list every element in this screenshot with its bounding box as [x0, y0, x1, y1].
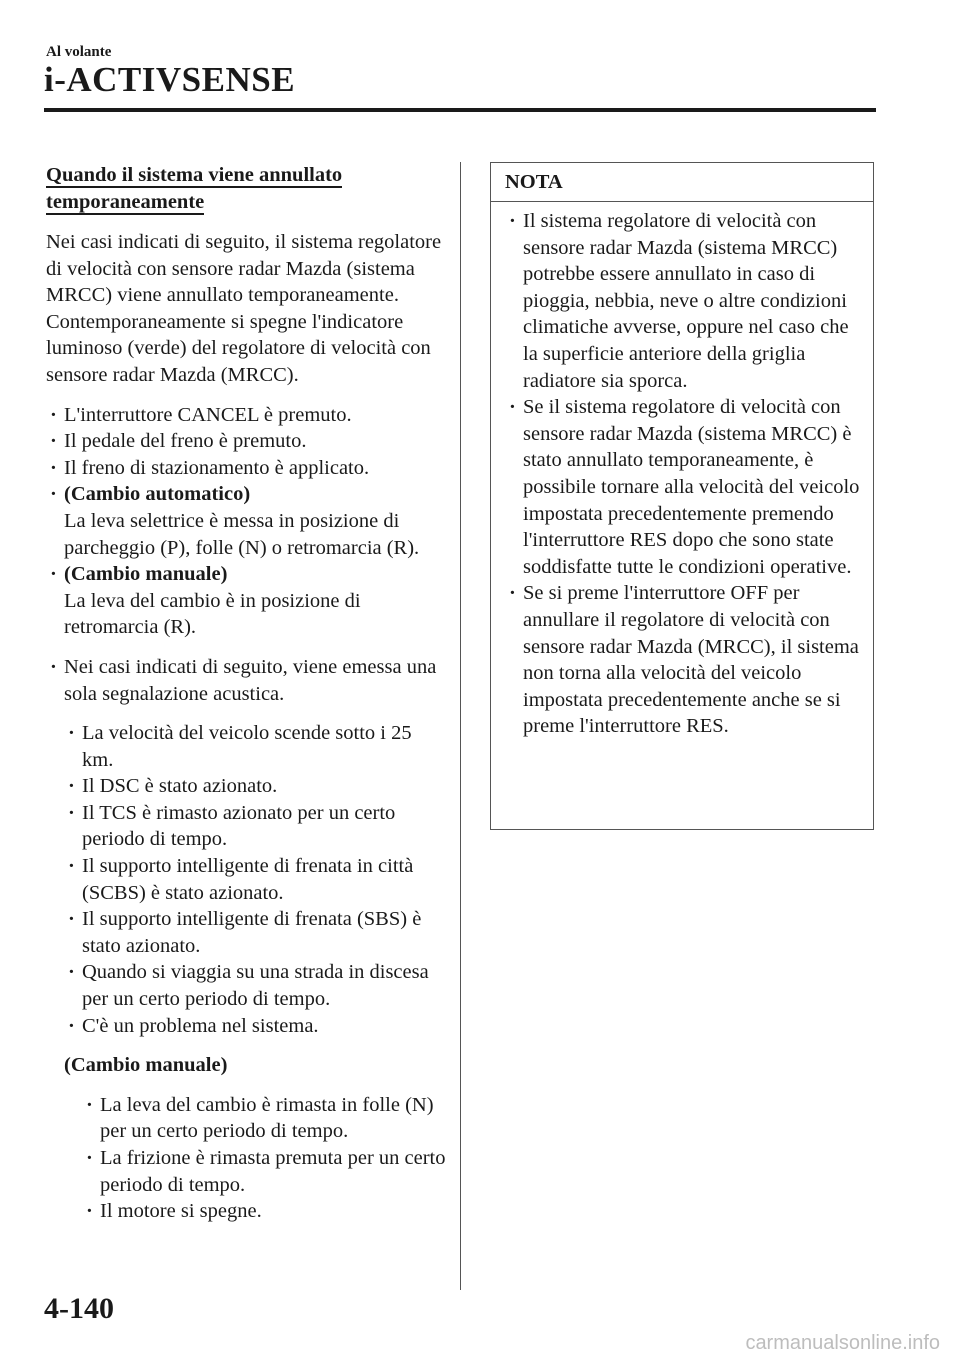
- list-item: · Il DSC è stato azionato.: [64, 773, 446, 800]
- list-item: · Il supporto intelligente di frenata (SBS) è stato azionato.: [64, 906, 446, 959]
- single-beep-block: [46, 654, 446, 1039]
- list-item-title: · (Cambio automatico): [64, 483, 251, 506]
- note-body: [491, 202, 873, 740]
- manual-block: [46, 1052, 446, 1225]
- heading-line-1: Quando il sistema viene annullato: [46, 164, 343, 186]
- note-title: NOTA: [491, 163, 873, 202]
- list-item: · La leva del cambio è rimasta in folle (N) per un certo periodo di tempo.: [82, 1092, 446, 1145]
- note-item: · Il sistema regolatore di velocità con sensore radar Mazda (sistema MRCC) potrebbe essere annullato in caso di pioggia, nebbia, neve o altre condizioni climatiche avverse, oppure nel caso che la superficie anteriore della griglia radiatore sia sporca.: [505, 208, 863, 394]
- manual-title: (Cambio manuale): [64, 1054, 228, 1077]
- list-item: · L'interruttore CANCEL è premuto.: [46, 402, 446, 429]
- note-item: · Se il sistema regolatore di velocità con sensore radar Mazda (sistema MRCC) è stato annullato temporaneamente, è possibile tornare alla velocità del veicolo impostata precedentemente premendo l'interruttore RES dopo che sono state soddisfatte tutte le condizioni operative.: [505, 394, 863, 580]
- list-item-title: · (Cambio manuale): [64, 563, 228, 586]
- list-item: · La velocità del veicolo scende sotto i 25 km.: [64, 720, 446, 773]
- list-item: · Il motore si spegne.: [82, 1198, 446, 1225]
- watermark: carmanualsonline.info: [745, 1332, 940, 1354]
- manual-list: [64, 1092, 446, 1225]
- list-item: · C'è un problema nel sistema.: [64, 1013, 446, 1040]
- list-item-text: La leva selettrice è messa in posizione di parcheggio (P), folle (N) o retromarcia (R).: [64, 509, 420, 559]
- list-item: [46, 561, 446, 641]
- list-item: · La frizione è rimasta premuta per un certo periodo di tempo.: [82, 1145, 446, 1198]
- section-heading: [46, 162, 446, 216]
- single-beep-list: [46, 720, 446, 1039]
- intro-paragraph: Nei casi indicati di seguito, il sistema regolatore di velocità con sensore radar Mazda (sistema MRCC) viene annullato temporaneamente. Contemporaneamente si spegne l'indicatore luminoso (verde) del regolatore di velocità con sensore radar Mazda (MRCC).: [46, 231, 442, 386]
- list-item: · Il pedale del freno è premuto.: [46, 428, 446, 455]
- single-beep-intro: · Nei casi indicati di seguito, viene emessa una sola segnalazione acustica.: [46, 654, 446, 707]
- header-section-label: Al volante: [46, 44, 112, 60]
- page-title: i-ACTIVSENSE: [44, 60, 296, 99]
- list-item: · Il TCS è rimasto azionato per un certo periodo di tempo.: [64, 800, 446, 853]
- left-column: [46, 162, 446, 1225]
- note-item: · Se si preme l'interruttore OFF per annullare il regolatore di velocità con sensore radar Mazda (MRCC), il sistema non torna alla velocità del veicolo impostata precedentemente anche se si preme l'interruttore RES.: [505, 580, 863, 740]
- column-divider: [460, 162, 461, 1290]
- list-item: · Il supporto intelligente di frenata in città (SCBS) è stato azionato.: [64, 853, 446, 906]
- condition-list: [46, 402, 446, 641]
- heading-line-2: temporaneamente: [46, 191, 205, 213]
- list-item: · Quando si viaggia su una strada in discesa per un certo periodo di tempo.: [64, 959, 446, 1012]
- list-item: [46, 481, 446, 561]
- list-item-text: La leva del cambio è in posizione di retromarcia (R).: [64, 589, 361, 639]
- page-number: 4-140: [44, 1292, 114, 1325]
- header-rule: [44, 108, 876, 112]
- list-item: · Il freno di stazionamento è applicato.: [46, 455, 446, 482]
- note-box: [490, 162, 874, 830]
